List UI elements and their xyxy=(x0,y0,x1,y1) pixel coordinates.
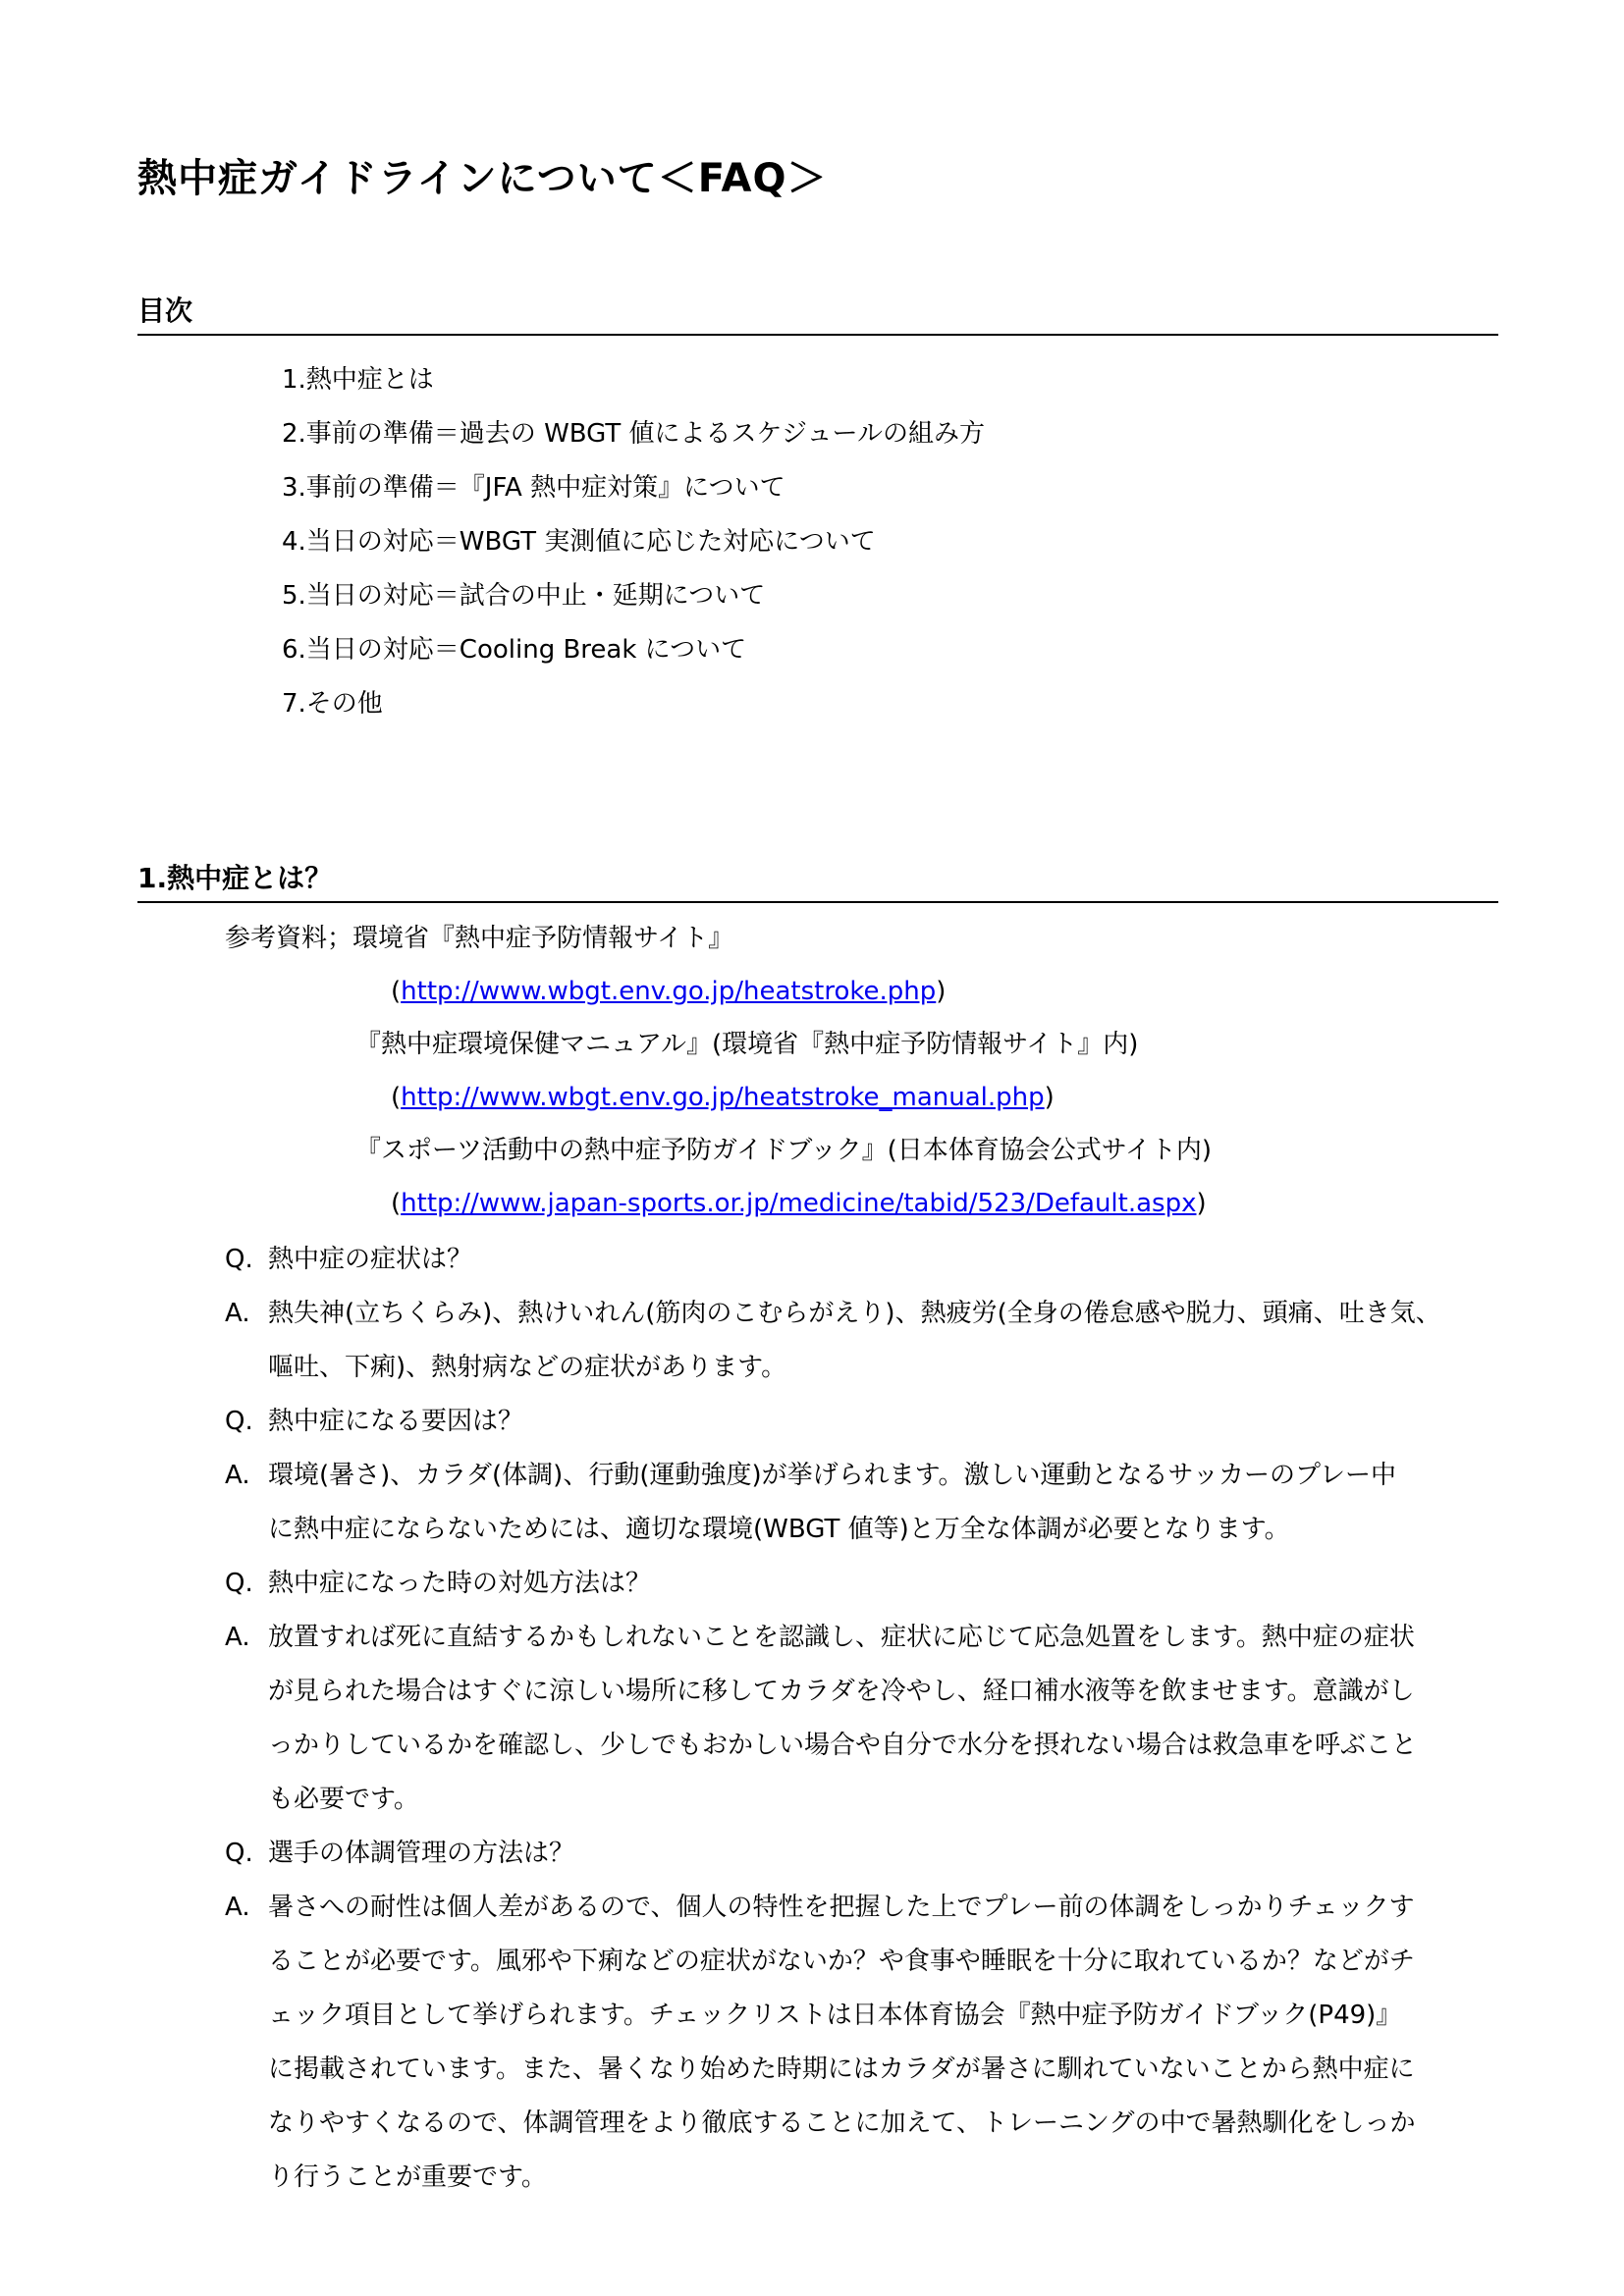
toc-item-1[interactable]: 1.熱中症とは xyxy=(282,365,434,395)
question-mark: Q. xyxy=(225,1245,253,1274)
answer-line: り行うことが重要です。 xyxy=(268,2163,547,2192)
answer-line: 嘔吐、下痢)、熱射病などの症状があります。 xyxy=(268,1353,787,1382)
answer-mark: A. xyxy=(225,1623,250,1652)
reference-2-link[interactable]: http://www.wbgt.env.go.jp/heatstroke_manual.php xyxy=(401,1083,1045,1112)
answer-line: が見られた場合はすぐに涼しい場所に移してカラダを冷やし、経口補水液等を飲ませます。意識がし xyxy=(268,1677,1415,1706)
section-1-heading: 1.熱中症とは？ xyxy=(137,862,1498,903)
answer-mark: A. xyxy=(225,1461,250,1490)
question-text: 熱中症になる要因は？ xyxy=(268,1407,524,1436)
question-mark: Q. xyxy=(225,1407,253,1436)
toc-item-4[interactable]: 4.当日の対応＝WBGT 実測値に応じた対応について xyxy=(282,527,876,557)
question-text: 熱中症になった時の対処方法は？ xyxy=(268,1569,652,1598)
reference-2-link-line: (http://www.wbgt.env.go.jp/heatstroke_manual.php) xyxy=(391,1083,1055,1112)
answer-line: 暑さへの耐性は個人差があるので、個人の特性を把握した上でプレー前の体調をしっかりチェックす xyxy=(268,1893,1415,1922)
answer-line: っかりしているかを確認し、少しでもおかしい場合や自分で水分を摂れない場合は救急車を呼ぶこと xyxy=(268,1731,1418,1760)
answer-line: 環境(暑さ)、カラダ(体調)、行動(運動強度)が挙げられます。激しい運動となるサッカーのプレー中 xyxy=(268,1461,1396,1490)
answer-line: なりやすくなるので、体調管理をより徹底することに加えて、トレーニングの中で暑熱馴化をしっか xyxy=(268,2109,1416,2138)
reference-2-label: 『熱中症環境保健マニュアル』(環境省『熱中症予防情報サイト』内) xyxy=(355,1030,1139,1059)
answer-mark: A. xyxy=(225,1893,250,1922)
reference-3-link-line: (http://www.japan-sports.or.jp/medicine/tabid/523/Default.aspx) xyxy=(391,1189,1207,1218)
toc-item-7[interactable]: 7.その他 xyxy=(282,689,383,719)
reference-1-link-line: (http://www.wbgt.env.go.jp/heatstroke.php) xyxy=(391,977,947,1006)
answer-line: に熱中症にならないためには、適切な環境(WBGT 値等)と万全な体調が必要となります。 xyxy=(268,1515,1290,1544)
toc-item-5[interactable]: 5.当日の対応＝試合の中止・延期について xyxy=(282,581,766,611)
reference-3-label: 『スポーツ活動中の熱中症予防ガイドブック』(日本体育協会公式サイト内) xyxy=(355,1136,1213,1165)
toc-item-3[interactable]: 3.事前の準備＝『JFA 熱中症対策』について xyxy=(282,473,785,503)
answer-line: 熱失神(立ちくらみ)、熱けいれん(筋肉のこむらがえり)、熱疲労(全身の倦怠感や脱力、頭痛、吐き気、 xyxy=(268,1299,1441,1328)
question-text: 熱中症の症状は？ xyxy=(268,1245,473,1274)
page-title: 熱中症ガイドラインについて＜FAQ＞ xyxy=(137,156,828,201)
question-text: 選手の体調管理の方法は？ xyxy=(268,1839,575,1868)
reference-1-link[interactable]: http://www.wbgt.env.go.jp/heatstroke.php xyxy=(401,977,937,1006)
toc-list xyxy=(282,353,985,731)
toc-heading: 目次 xyxy=(137,294,1498,336)
answer-mark: A. xyxy=(225,1299,250,1328)
toc-item-6[interactable]: 6.当日の対応＝Cooling Break について xyxy=(282,635,747,665)
answer-line: ェック項目として挙げられます。チェックリストは日本体育協会『熱中症予防ガイドブック(P49)』 xyxy=(268,2001,1402,2030)
question-mark: Q. xyxy=(225,1839,253,1868)
answer-line: 放置すれば死に直結するかもしれないことを認識し、症状に応じて応急処置をします。熱中症の症状 xyxy=(268,1623,1415,1652)
question-mark: Q. xyxy=(225,1569,253,1598)
reference-label: 参考資料；環境省『熱中症予防情報サイト』 xyxy=(225,924,734,953)
toc-item-2[interactable]: 2.事前の準備＝過去の WBGT 値によるスケジュールの組み方 xyxy=(282,419,985,449)
answer-line: ることが必要です。風邪や下痢などの症状がないか？や食事や睡眠を十分に取れているか？などがチ xyxy=(268,1947,1415,1976)
answer-line: も必要です。 xyxy=(268,1785,419,1814)
answer-line: に掲載されています。また、暑くなり始めた時期にはカラダが暑さに馴れていないことから熱中症に xyxy=(268,2055,1415,2084)
reference-3-link[interactable]: http://www.japan-sports.or.jp/medicine/tabid/523/Default.aspx xyxy=(401,1189,1197,1218)
